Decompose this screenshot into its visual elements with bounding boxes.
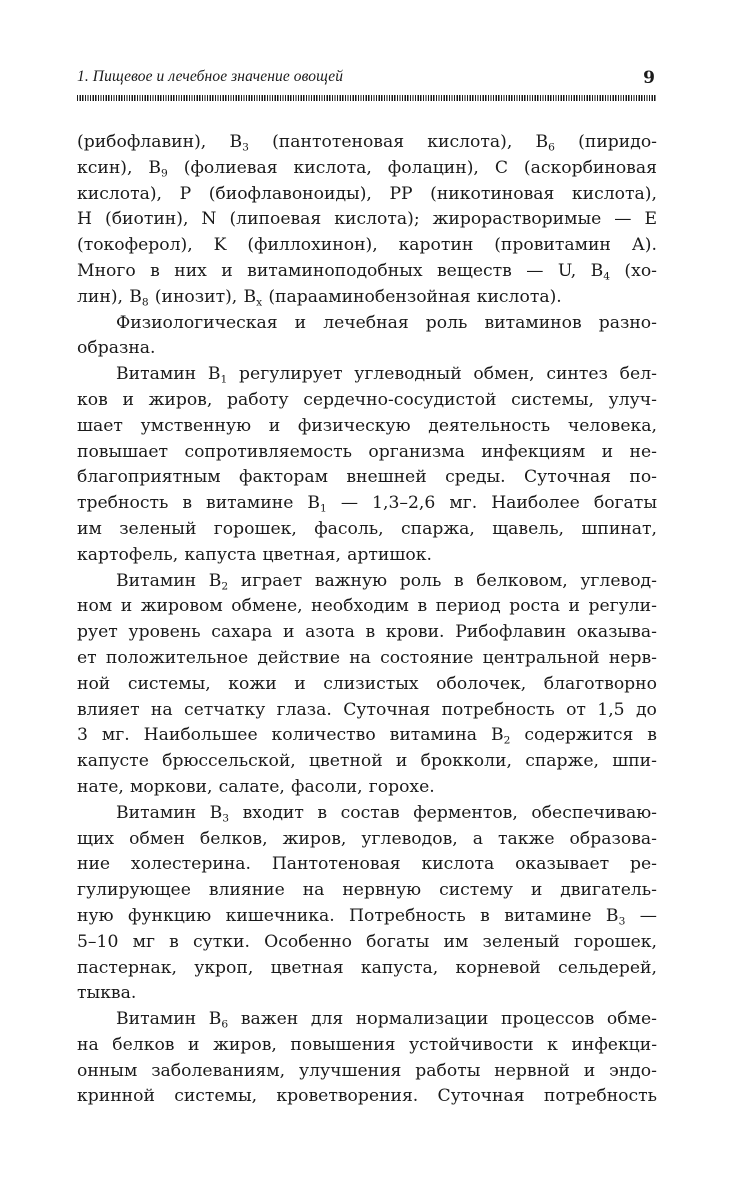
text-line: ет положительное действие на состояние центральной нерв- <box>77 647 657 668</box>
text-line: ном и жировом обмене, необходим в период роста и регули- <box>77 596 657 617</box>
text-line: Физиологическая и лечебная роль витаминов разно- <box>116 312 657 333</box>
text-line: нате, моркови, салате, фасоли, горохе. <box>77 776 435 797</box>
header-rule <box>77 95 657 101</box>
paragraph <box>77 130 657 311</box>
text-line: пастернак, укроп, цветная капуста, корневой сельдерей, <box>77 957 657 978</box>
text-line: кислота), P (биофлавоноиды), PP (никотиновая кислота), <box>77 183 657 204</box>
text-line: Много в них и витаминоподобных веществ — U, $B_4$ (хо- <box>77 260 657 283</box>
text-line: H (биотин), N (липоевая кислота); жирорастворимые — E <box>77 209 657 230</box>
text-line: требность в витамине $B_1$ — 1,3–2,6 мг. Наиболее богаты <box>77 493 657 515</box>
text-line: картофель, капуста цветная, артишок. <box>77 544 432 565</box>
text-line: ков и жиров, работу сердечно-сосудистой системы, улуч- <box>77 389 657 410</box>
text-line: лин), $B_8$ (инозит), $B_x$ (парааминобензойная кислота). <box>77 286 562 309</box>
paragraph <box>77 1007 657 1110</box>
text-line: рует уровень сахара и азота в крови. Рибофлавин оказыва- <box>77 622 657 643</box>
text-line: Витамин $B_3$ входит в состав ферментов, обеспечиваю- <box>116 802 657 825</box>
paragraph <box>77 311 657 363</box>
text-line: Витамин $B_6$ важен для нормализации процессов обме- <box>116 1009 657 1031</box>
text-line: 3 мг. Наибольшее количество витамина $B_2$ содержится в <box>77 725 657 747</box>
text-line: ную функцию кишечника. Потребность в витамине $B_3$ — <box>77 905 657 928</box>
paragraph <box>77 801 657 1007</box>
text-line: ние холестерина. Пантотеновая кислота оказывает ре- <box>77 854 657 875</box>
text-line: гулирующее влияние на нервную систему и двигатель- <box>77 880 657 901</box>
running-head <box>77 68 657 92</box>
text-line: щих обмен белков, жиров, углеводов, а также образова- <box>77 828 657 849</box>
text-line: ксин), $B_9$ (фолиевая кислота, фолацин), C (аскорбиновая <box>77 157 657 180</box>
paragraph <box>77 362 657 568</box>
text-line: на белков и жиров, повышения устойчивости к инфекци- <box>77 1034 657 1055</box>
text-line: онным заболеваниям, улучшения работы нервной и эндо- <box>77 1060 657 1081</box>
text-line: шает умственную и физическую деятельность человека, <box>77 415 657 436</box>
body-text <box>77 130 657 1110</box>
text-line: тыква. <box>77 983 137 1004</box>
text-line: кринной системы, кроветворения. Суточная потребность <box>77 1086 657 1107</box>
text-line: благоприятным факторам внешней среды. Суточная по- <box>77 467 657 488</box>
text-line: образна. <box>77 338 156 359</box>
text-line: Витамин $B_2$ играет важную роль в белковом, углевод- <box>116 570 657 592</box>
page-number: 9 <box>643 68 655 88</box>
paragraph <box>77 569 657 801</box>
running-head-title: 1. Пищевое и лечебное значение овощей <box>77 68 344 85</box>
text-line: влияет на сетчатку глаза. Суточная потребность от 1,5 до <box>77 699 657 720</box>
text-line: 5–10 мг в сутки. Особенно богаты им зеленый горошек, <box>77 931 657 952</box>
text-line: им зеленый горошек, фасоль, спаржа, щавель, шпинат, <box>77 518 657 539</box>
text-line: повышает сопротивляемость организма инфекциям и не- <box>77 441 657 462</box>
text-line: капусте брюссельской, цветной и брокколи, спарже, шпи- <box>77 751 657 772</box>
text-line: (токоферол), K (филлохинон), каротин (провитамин А). <box>77 235 657 256</box>
text-line: ной системы, кожи и слизистых оболочек, благотворно <box>77 673 657 694</box>
text-line: Витамин $B_1$ регулирует углеводный обмен, синтез бел- <box>116 364 657 386</box>
text-line: (рибофлавин), $B_3$ (пантотеновая кислота), $B_6$ (пиридо- <box>77 132 657 154</box>
